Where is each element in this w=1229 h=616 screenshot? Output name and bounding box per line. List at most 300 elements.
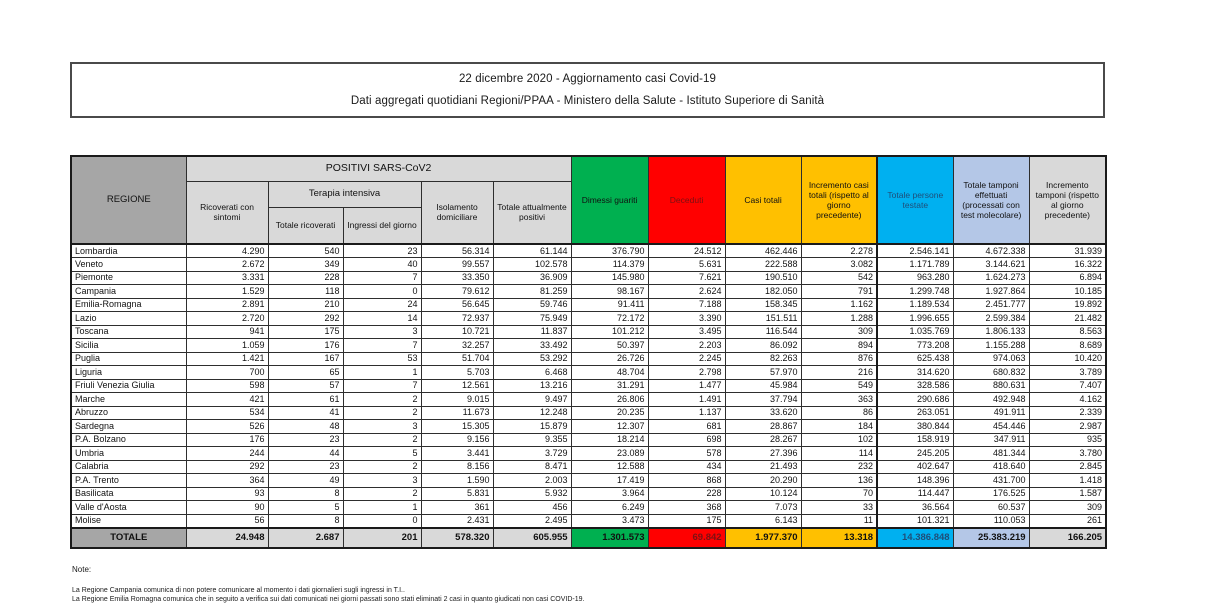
value-cell: 3.441: [421, 447, 493, 461]
value-cell: 2.339: [1029, 406, 1106, 420]
value-cell: 2.431: [421, 514, 493, 528]
value-cell: 5.831: [421, 487, 493, 501]
value-cell: 10.185: [1029, 285, 1106, 299]
value-cell: 37.794: [725, 393, 801, 407]
value-cell: 245.205: [877, 447, 953, 461]
value-cell: 75.949: [493, 312, 571, 326]
table-row: [71, 514, 1106, 528]
table-row: [71, 379, 1106, 393]
value-cell: 5.932: [493, 487, 571, 501]
value-cell: 2.203: [648, 339, 725, 353]
value-cell: 578: [648, 447, 725, 461]
value-cell: 72.937: [421, 312, 493, 326]
value-cell: 2.546.141: [877, 244, 953, 258]
table-header: [71, 156, 1106, 244]
value-cell: 222.588: [725, 258, 801, 272]
value-cell: 773.208: [877, 339, 953, 353]
value-cell: 2.845: [1029, 460, 1106, 474]
value-cell: 182.050: [725, 285, 801, 299]
value-cell: 380.844: [877, 420, 953, 434]
value-cell: 3.780: [1029, 447, 1106, 461]
header-deceduti: Deceduti: [648, 156, 725, 244]
value-cell: 65: [268, 366, 343, 380]
value-cell: 1.162: [801, 298, 877, 312]
value-cell: 698: [648, 433, 725, 447]
value-cell: 31.939: [1029, 244, 1106, 258]
value-cell: 1.421: [186, 352, 268, 366]
value-cell: 9.156: [421, 433, 493, 447]
total-value-cell: 1.301.573: [571, 528, 648, 548]
value-cell: 8.471: [493, 460, 571, 474]
value-cell: 59.746: [493, 298, 571, 312]
value-cell: 12.588: [571, 460, 648, 474]
value-cell: 21.493: [725, 460, 801, 474]
value-cell: 3.144.621: [953, 258, 1029, 272]
value-cell: 309: [1029, 501, 1106, 515]
region-name: Veneto: [71, 258, 186, 272]
table-row: [71, 244, 1106, 258]
value-cell: 681: [648, 420, 725, 434]
value-cell: 49: [268, 474, 343, 488]
region-name: P.A. Trento: [71, 474, 186, 488]
region-name: Liguria: [71, 366, 186, 380]
value-cell: 2: [343, 487, 421, 501]
value-cell: 91.411: [571, 298, 648, 312]
region-name: Toscana: [71, 325, 186, 339]
value-cell: 2.003: [493, 474, 571, 488]
notes-text: [72, 587, 584, 604]
value-cell: 158.919: [877, 433, 953, 447]
value-cell: 534: [186, 406, 268, 420]
value-cell: 27.396: [725, 447, 801, 461]
value-cell: 56.645: [421, 298, 493, 312]
total-value-cell: 1.977.370: [725, 528, 801, 548]
header-totale-ricoverati: Totale ricoverati: [268, 207, 343, 244]
value-cell: 2: [343, 433, 421, 447]
value-cell: 228: [648, 487, 725, 501]
value-cell: 24.512: [648, 244, 725, 258]
region-name: Campania: [71, 285, 186, 299]
value-cell: 361: [421, 501, 493, 515]
value-cell: 48: [268, 420, 343, 434]
value-cell: 8: [268, 514, 343, 528]
value-cell: 23: [268, 433, 343, 447]
value-cell: 1.288: [801, 312, 877, 326]
value-cell: 0: [343, 285, 421, 299]
value-cell: 431.700: [953, 474, 1029, 488]
total-value-cell: 605.955: [493, 528, 571, 548]
value-cell: 56: [186, 514, 268, 528]
value-cell: 868: [648, 474, 725, 488]
value-cell: 48.704: [571, 366, 648, 380]
value-cell: 314.620: [877, 366, 953, 380]
value-cell: 10.721: [421, 325, 493, 339]
value-cell: 680.832: [953, 366, 1029, 380]
value-cell: 880.631: [953, 379, 1029, 393]
value-cell: 31.291: [571, 379, 648, 393]
value-cell: 36.909: [493, 271, 571, 285]
value-cell: 434: [648, 460, 725, 474]
value-cell: 81.259: [493, 285, 571, 299]
value-cell: 6.894: [1029, 271, 1106, 285]
region-name: Marche: [71, 393, 186, 407]
header-tamponi: Totale tamponi effettuati (processati con test molecolare): [953, 156, 1029, 244]
value-cell: 28.267: [725, 433, 801, 447]
value-cell: 210: [268, 298, 343, 312]
region-name: Piemonte: [71, 271, 186, 285]
value-cell: 16.322: [1029, 258, 1106, 272]
value-cell: 151.511: [725, 312, 801, 326]
value-cell: 19.892: [1029, 298, 1106, 312]
value-cell: 53: [343, 352, 421, 366]
value-cell: 418.640: [953, 460, 1029, 474]
value-cell: 974.063: [953, 352, 1029, 366]
table-row: [71, 501, 1106, 515]
notes-label: Note:: [72, 565, 92, 574]
value-cell: 3.964: [571, 487, 648, 501]
total-value-cell: 69.842: [648, 528, 725, 548]
value-cell: 2.672: [186, 258, 268, 272]
value-cell: 549: [801, 379, 877, 393]
value-cell: 145.980: [571, 271, 648, 285]
value-cell: 79.612: [421, 285, 493, 299]
table-row: [71, 258, 1106, 272]
value-cell: 10.420: [1029, 352, 1106, 366]
value-cell: 41: [268, 406, 343, 420]
value-cell: 2.720: [186, 312, 268, 326]
value-cell: 56.314: [421, 244, 493, 258]
region-name: Lazio: [71, 312, 186, 326]
value-cell: 309: [801, 325, 877, 339]
value-cell: 114.447: [877, 487, 953, 501]
value-cell: 328.586: [877, 379, 953, 393]
value-cell: 53.292: [493, 352, 571, 366]
region-name: Basilicata: [71, 487, 186, 501]
table-row: [71, 285, 1106, 299]
value-cell: 1.587: [1029, 487, 1106, 501]
value-cell: 456: [493, 501, 571, 515]
value-cell: 1.491: [648, 393, 725, 407]
value-cell: 7: [343, 339, 421, 353]
value-cell: 349: [268, 258, 343, 272]
value-cell: 175: [268, 325, 343, 339]
value-cell: 99.557: [421, 258, 493, 272]
value-cell: 492.948: [953, 393, 1029, 407]
value-cell: 51.704: [421, 352, 493, 366]
value-cell: 136: [801, 474, 877, 488]
value-cell: 3.495: [648, 325, 725, 339]
value-cell: 45.984: [725, 379, 801, 393]
value-cell: 110.053: [953, 514, 1029, 528]
table-body: [71, 244, 1106, 548]
value-cell: 791: [801, 285, 877, 299]
value-cell: 32.257: [421, 339, 493, 353]
value-cell: 15.879: [493, 420, 571, 434]
header-casi-totali: Casi totali: [725, 156, 801, 244]
value-cell: 93: [186, 487, 268, 501]
value-cell: 72.172: [571, 312, 648, 326]
value-cell: 114: [801, 447, 877, 461]
value-cell: 12.307: [571, 420, 648, 434]
region-name: Friuli Venezia Giulia: [71, 379, 186, 393]
value-cell: 4.672.338: [953, 244, 1029, 258]
header-incremento-tamponi: Incremento tamponi (rispetto al giorno precedente): [1029, 156, 1106, 244]
value-cell: 402.647: [877, 460, 953, 474]
value-cell: 176: [186, 433, 268, 447]
value-cell: 2.624: [648, 285, 725, 299]
value-cell: 1.590: [421, 474, 493, 488]
value-cell: 184: [801, 420, 877, 434]
value-cell: 1.624.273: [953, 271, 1029, 285]
value-cell: 28.867: [725, 420, 801, 434]
value-cell: 15.305: [421, 420, 493, 434]
header-persone-testate: Totale persone testate: [877, 156, 953, 244]
value-cell: 5.631: [648, 258, 725, 272]
total-value-cell: 24.948: [186, 528, 268, 548]
table-row: [71, 474, 1106, 488]
value-cell: 86: [801, 406, 877, 420]
value-cell: 9.355: [493, 433, 571, 447]
value-cell: 190.510: [725, 271, 801, 285]
value-cell: 1.927.864: [953, 285, 1029, 299]
value-cell: 90: [186, 501, 268, 515]
value-cell: 598: [186, 379, 268, 393]
value-cell: 44: [268, 447, 343, 461]
region-name: Emilia-Romagna: [71, 298, 186, 312]
value-cell: 3: [343, 325, 421, 339]
region-name: Abruzzo: [71, 406, 186, 420]
value-cell: 158.345: [725, 298, 801, 312]
value-cell: 876: [801, 352, 877, 366]
value-cell: 70: [801, 487, 877, 501]
value-cell: 2.798: [648, 366, 725, 380]
table-row: [71, 420, 1106, 434]
total-value-cell: 14.386.848: [877, 528, 953, 548]
value-cell: 114.379: [571, 258, 648, 272]
header-isolamento: Isolamento domiciliare: [421, 181, 493, 244]
value-cell: 232: [801, 460, 877, 474]
region-name: Valle d'Aosta: [71, 501, 186, 515]
value-cell: 7.188: [648, 298, 725, 312]
value-cell: 491.911: [953, 406, 1029, 420]
value-cell: 148.396: [877, 474, 953, 488]
note-line-campania: La Regione Campania comunica di non potere comunicare al momento i dati giornalieri sugli ingressi in T.I..: [72, 587, 405, 594]
value-cell: 21.482: [1029, 312, 1106, 326]
value-cell: 292: [268, 312, 343, 326]
value-cell: 228: [268, 271, 343, 285]
value-cell: 5.703: [421, 366, 493, 380]
report-title-box: [70, 62, 1105, 118]
value-cell: 368: [648, 501, 725, 515]
value-cell: 175: [648, 514, 725, 528]
value-cell: 481.344: [953, 447, 1029, 461]
value-cell: 540: [268, 244, 343, 258]
value-cell: 12.248: [493, 406, 571, 420]
value-cell: 33.620: [725, 406, 801, 420]
value-cell: 9.497: [493, 393, 571, 407]
value-cell: 2: [343, 393, 421, 407]
value-cell: 347.911: [953, 433, 1029, 447]
value-cell: 1.299.748: [877, 285, 953, 299]
region-name: Sicilia: [71, 339, 186, 353]
value-cell: 526: [186, 420, 268, 434]
region-name: Molise: [71, 514, 186, 528]
value-cell: 50.397: [571, 339, 648, 353]
value-cell: 11.837: [493, 325, 571, 339]
value-cell: 176.525: [953, 487, 1029, 501]
value-cell: 7.621: [648, 271, 725, 285]
value-cell: 7: [343, 379, 421, 393]
value-cell: 1: [343, 501, 421, 515]
value-cell: 263.051: [877, 406, 953, 420]
value-cell: 86.092: [725, 339, 801, 353]
value-cell: 2.245: [648, 352, 725, 366]
value-cell: 36.564: [877, 501, 953, 515]
value-cell: 625.438: [877, 352, 953, 366]
value-cell: 40: [343, 258, 421, 272]
header-ingressi-giorno: Ingressi del giorno: [343, 207, 421, 244]
value-cell: 941: [186, 325, 268, 339]
report-subtitle: Dati aggregati quotidiani Regioni/PPAA - Ministero della Salute - Istituto Superiore di Sanità: [350, 94, 825, 107]
header-dimessi-guariti: Dimessi guariti: [571, 156, 648, 244]
value-cell: 1.529: [186, 285, 268, 299]
header-incremento-casi: Incremento casi totali (rispetto al giorno precedente): [801, 156, 877, 244]
value-cell: 462.446: [725, 244, 801, 258]
value-cell: 3.789: [1029, 366, 1106, 380]
value-cell: 1.155.288: [953, 339, 1029, 353]
table-row: [71, 393, 1106, 407]
value-cell: 101.321: [877, 514, 953, 528]
value-cell: 18.214: [571, 433, 648, 447]
value-cell: 292: [186, 460, 268, 474]
value-cell: 118: [268, 285, 343, 299]
value-cell: 1.189.534: [877, 298, 953, 312]
value-cell: 2.451.777: [953, 298, 1029, 312]
value-cell: 33: [801, 501, 877, 515]
report-date-title: 22 dicembre 2020 - Aggiornamento casi Covid-19: [458, 73, 717, 86]
value-cell: 57: [268, 379, 343, 393]
value-cell: 116.544: [725, 325, 801, 339]
header-regione: REGIONE: [71, 156, 186, 244]
value-cell: 61.144: [493, 244, 571, 258]
value-cell: 5: [343, 447, 421, 461]
table-row: [71, 312, 1106, 326]
covid-regions-table: [70, 155, 1107, 549]
value-cell: 33.350: [421, 271, 493, 285]
value-cell: 1.996.655: [877, 312, 953, 326]
value-cell: 61: [268, 393, 343, 407]
note-line-emilia: La Regione Emilia Romagna comunica che in seguito a verifica sui dati comunicati nei giorni passati sono stati eliminati 2 casi in quanto giudicati non casi COVID-19.: [72, 595, 585, 603]
region-name: P.A. Bolzano: [71, 433, 186, 447]
value-cell: 963.280: [877, 271, 953, 285]
value-cell: 935: [1029, 433, 1106, 447]
value-cell: 6.468: [493, 366, 571, 380]
table-row: [71, 339, 1106, 353]
value-cell: 3: [343, 420, 421, 434]
value-cell: 2.599.384: [953, 312, 1029, 326]
table-row: [71, 460, 1106, 474]
total-value-cell: 2.687: [268, 528, 343, 548]
total-value-cell: 578.320: [421, 528, 493, 548]
value-cell: 2.495: [493, 514, 571, 528]
value-cell: 2.891: [186, 298, 268, 312]
value-cell: 1: [343, 366, 421, 380]
value-cell: 0: [343, 514, 421, 528]
value-cell: 4.290: [186, 244, 268, 258]
value-cell: 290.686: [877, 393, 953, 407]
value-cell: 14: [343, 312, 421, 326]
header-positivi-group: POSITIVI SARS-CoV2: [186, 156, 571, 181]
value-cell: 3.331: [186, 271, 268, 285]
value-cell: 13.216: [493, 379, 571, 393]
value-cell: 10.124: [725, 487, 801, 501]
region-name: Sardegna: [71, 420, 186, 434]
value-cell: 1.171.789: [877, 258, 953, 272]
value-cell: 454.446: [953, 420, 1029, 434]
value-cell: 3: [343, 474, 421, 488]
value-cell: 26.726: [571, 352, 648, 366]
value-cell: 1.806.133: [953, 325, 1029, 339]
table-row: [71, 447, 1106, 461]
region-name: Umbria: [71, 447, 186, 461]
value-cell: 376.790: [571, 244, 648, 258]
value-cell: 82.263: [725, 352, 801, 366]
value-cell: 23: [343, 244, 421, 258]
value-cell: 23.089: [571, 447, 648, 461]
table-row: [71, 352, 1106, 366]
total-row: [71, 528, 1106, 548]
value-cell: 26.806: [571, 393, 648, 407]
value-cell: 8: [268, 487, 343, 501]
value-cell: 24: [343, 298, 421, 312]
header-terapia-intensiva: Terapia intensiva: [268, 181, 421, 207]
value-cell: 33.492: [493, 339, 571, 353]
total-value-cell: 201: [343, 528, 421, 548]
table-row: [71, 366, 1106, 380]
region-name: Calabria: [71, 460, 186, 474]
table-row: [71, 325, 1106, 339]
total-value-cell: 25.383.219: [953, 528, 1029, 548]
value-cell: 60.537: [953, 501, 1029, 515]
value-cell: 9.015: [421, 393, 493, 407]
value-cell: 12.561: [421, 379, 493, 393]
region-name: Lombardia: [71, 244, 186, 258]
value-cell: 102: [801, 433, 877, 447]
value-cell: 363: [801, 393, 877, 407]
value-cell: 1.137: [648, 406, 725, 420]
value-cell: 2: [343, 460, 421, 474]
value-cell: 57.970: [725, 366, 801, 380]
value-cell: 176: [268, 339, 343, 353]
value-cell: 20.235: [571, 406, 648, 420]
value-cell: 5: [268, 501, 343, 515]
total-value-cell: 13.318: [801, 528, 877, 548]
value-cell: 7: [343, 271, 421, 285]
value-cell: 102.578: [493, 258, 571, 272]
value-cell: 3.473: [571, 514, 648, 528]
value-cell: 8.563: [1029, 325, 1106, 339]
value-cell: 261: [1029, 514, 1106, 528]
total-label: TOTALE: [71, 528, 186, 548]
value-cell: 6.143: [725, 514, 801, 528]
table-row: [71, 487, 1106, 501]
value-cell: 3.082: [801, 258, 877, 272]
table-row: [71, 433, 1106, 447]
value-cell: 1.477: [648, 379, 725, 393]
value-cell: 11: [801, 514, 877, 528]
value-cell: 7.073: [725, 501, 801, 515]
region-name: Puglia: [71, 352, 186, 366]
